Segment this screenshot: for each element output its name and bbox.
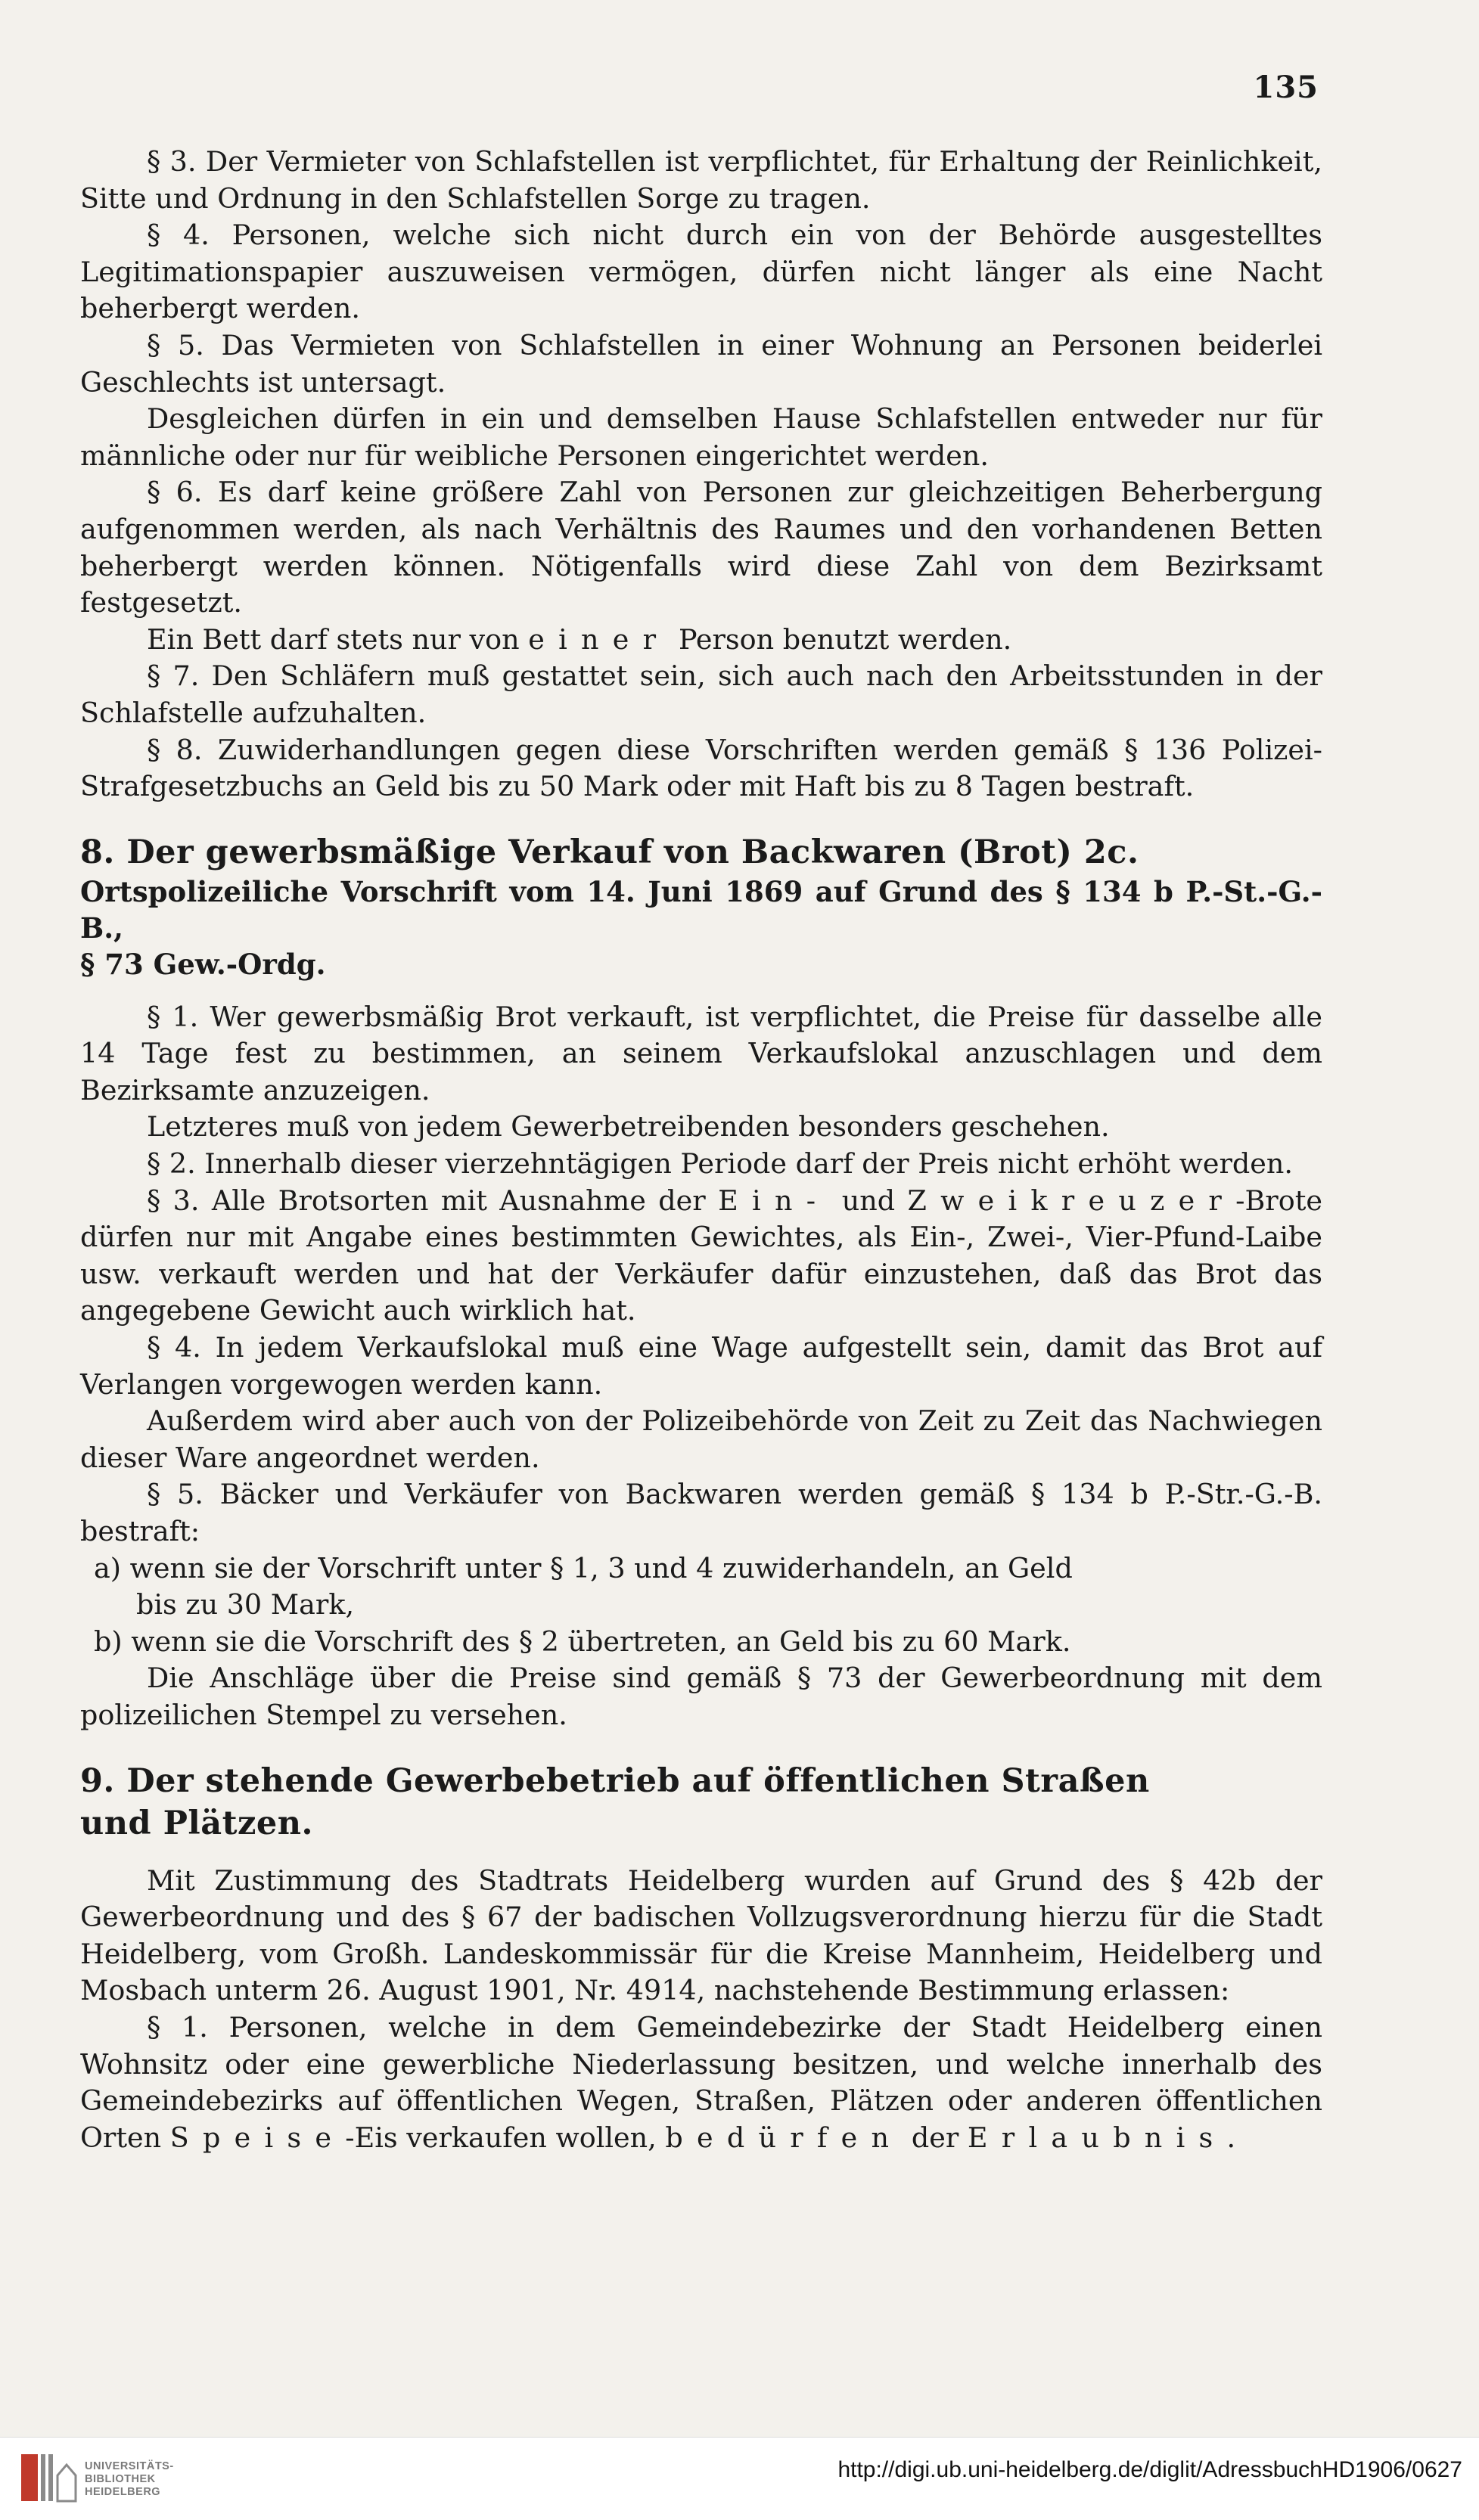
paragraph-s7: § 7. Den Schläfern muß gestattet sein, sich auch nach den Arbeitsstunden in der Schlafstelle aufzuhalten. [80,659,1322,729]
paragraph-s6-cont [80,622,1322,659]
body-text [80,144,1322,2156]
paragraph-s8: § 8. Zuwiderhandlungen gegen diese Vorschriften werden gemäß § 136 Polizei-Strafgesetzbuchs an Geld bis zu 50 Mark oder mit Haft bis zu 8 Tagen bestraft. [80,733,1322,803]
text-run: § 1. Personen, welche in dem Gemeindebezirke der Stadt Heidelberg einen Wohnsitz oder eine gewerbliche Niederlassung besitzen, und welche innerhalb des Gemeindebezirks auf öffentlichen Wegen, Straßen, Plätzen oder anderen öffentlichen Orten [80,2010,1322,2154]
logo-outline [57,2465,76,2501]
library-name-line: HEIDELBERG [85,2486,161,2498]
paragraph-s6: § 6. Es darf keine größere Zahl von Personen zur gleichzeitigen Beherbergung aufgenommen werden, als nach Verhältnis des Raumes und den vorhandenen Betten beherbergt werden können. Nötigenfalls wird diese Zahl von dem Bezirksamt festgesetzt. [80,476,1322,619]
paragraph-s3: § 3. Der Vermieter von Schlafstellen ist verpflichtet, für Erhaltung der Reinlichkeit, Sitte und Ordnung in den Schlafstellen Sorge zu tragen. [80,145,1322,215]
logo-gray-bar [41,2454,45,2501]
paragraph-9-intro: Mit Zustimmung des Stadtrats Heidelberg wurden auf Grund des § 42b der Gewerbeordnung und des § 67 der badischen Vollzugsverordnung hierzu für die Stadt Heidelberg, vom Großh. Landeskommissär für die Kreise Mannheim, Heidelberg und Mosbach unterm 26. August 1901, Nr. 4914, nachstehende Bestimmung erlassen: [80,1864,1322,2007]
text-run: . [1226,2121,1236,2154]
spaced-word: Speise [169,2121,346,2154]
paragraph-s4: § 4. Personen, welche sich nicht durch ein von der Behörde ausgestelltes Legitimationspapier auszuweisen vermögen, dürfen nicht länger als eine Nacht beherbergt werden. [80,219,1322,325]
spaced-word: Ein- [718,1184,830,1217]
paragraph-8-s4: § 4. In jedem Verkaufslokal muß eine Wage aufgestellt sein, damit das Brot auf Verlangen vorgewogen werden kann. [80,1331,1322,1401]
text-run: -Eis verkaufen wollen, [345,2121,666,2154]
text-run: § 3. Alle Brotsorten mit Ausnahme der [147,1184,719,1217]
spaced-word: Erlaubnis [967,2121,1227,2154]
logo-red-block [21,2454,38,2501]
library-name [85,2460,174,2499]
list-item-b: b) wenn sie die Vorschrift des § 2 übertreten, an Geld bis zu 60 Mark. [94,1625,1071,1658]
text-run: -Brote dürfen nur mit Angabe eines bestimmten Gewichtes, als Ein-, Zwei-, Vier-Pfund-Laibe usw. verkauft werden und hat der Verkäufer dafür einzustehen, daß das Brot das angegebene Gewicht auch wirklich hat. [80,1184,1322,1327]
library-name-line: UNIVERSITÄTS- [85,2460,174,2472]
footer-bar [0,2437,1479,2520]
section-heading-9-line2: und Plätzen. [80,1804,313,1842]
paragraph-8-s4-cont: Außerdem wird aber auch von der Polizeibehörde von Zeit zu Zeit das Nachwiegen dieser Ware angeordnet werden. [80,1404,1322,1474]
text-run: Ein Bett darf stets nur von [147,622,529,656]
spaced-word: einer [528,622,670,656]
library-logo-icon[interactable] [17,2447,79,2509]
paragraph-8-s3 [80,1183,1322,1330]
section-subheading-8-line2: § 73 Gew.-Ordg. [80,947,326,981]
spaced-word: Zweikreuzer [907,1184,1236,1217]
paragraph-s5: § 5. Das Vermieten von Schlafstellen in einer Wohnung an Personen beiderlei Geschlechts ist untersagt. [80,328,1322,399]
paragraph-8-s1: § 1. Wer gewerbsmäßig Brot verkauft, ist verpflichtet, die Preise für dasselbe alle 14 Tage fest zu bestimmen, an seinem Verkaufslokal anzuschlagen und dem Bezirksamte anzuzeigen. [80,1000,1322,1106]
section-subheading-8-line1: Ortspolizeiliche Vorschrift vom 14. Juni 1869 auf Grund des § 134 b P.-St.-G.-B., [80,874,1322,945]
paragraph-8-s1-cont: Letzteres muß von jedem Gewerbetreibenden besonders geschehen. [147,1110,1110,1144]
logo-gray-bar [48,2454,53,2501]
paragraph-8-s5: § 5. Bäcker und Verkäufer von Backwaren werden gemäß § 134 b P.-Str.-G.-B. bestraft: [80,1478,1322,1547]
text-run: Person benutzt werden. [670,622,1012,656]
section-heading-9-line1: 9. Der stehende Gewerbebetrieb auf öffentlichen Straßen [80,1761,1150,1800]
list-item-a: a) wenn sie der Vorschrift unter § 1, 3 und 4 zuwiderhandeln, an Geld [94,1551,1073,1584]
source-url-link[interactable]: http://digi.ub.uni-heidelberg.de/diglit/AdressbuchHD1906/0627 [837,2457,1462,2482]
paragraph-s5-cont: Desgleichen dürfen in ein und demselben Hause Schlafstellen entweder nur für männliche oder nur für weibliche Personen eingerichtet werden. [80,402,1322,472]
page-number: 135 [1253,70,1319,105]
section-heading-8: 8. Der gewerbsmäßige Verkauf von Backwaren (Brot) 2c. [80,833,1139,871]
spaced-word: bedürfen [665,2121,903,2154]
paragraph-8-s6: Die Anschläge über die Preise sind gemäß § 73 der Gewerbeordnung mit dem polizeilichen Stempel zu versehen. [80,1662,1322,1731]
paragraph-8-s2: § 2. Innerhalb dieser vierzehntägigen Periode darf der Preis nicht erhöht werden. [147,1147,1293,1181]
text-run: der [903,2121,968,2154]
library-name-line: BIBLIOTHEK [85,2473,156,2485]
text-run: und [829,1184,908,1217]
list-item-a-cont: bis zu 30 Mark, [136,1588,355,1622]
paragraph-9-s1 [80,2009,1322,2156]
